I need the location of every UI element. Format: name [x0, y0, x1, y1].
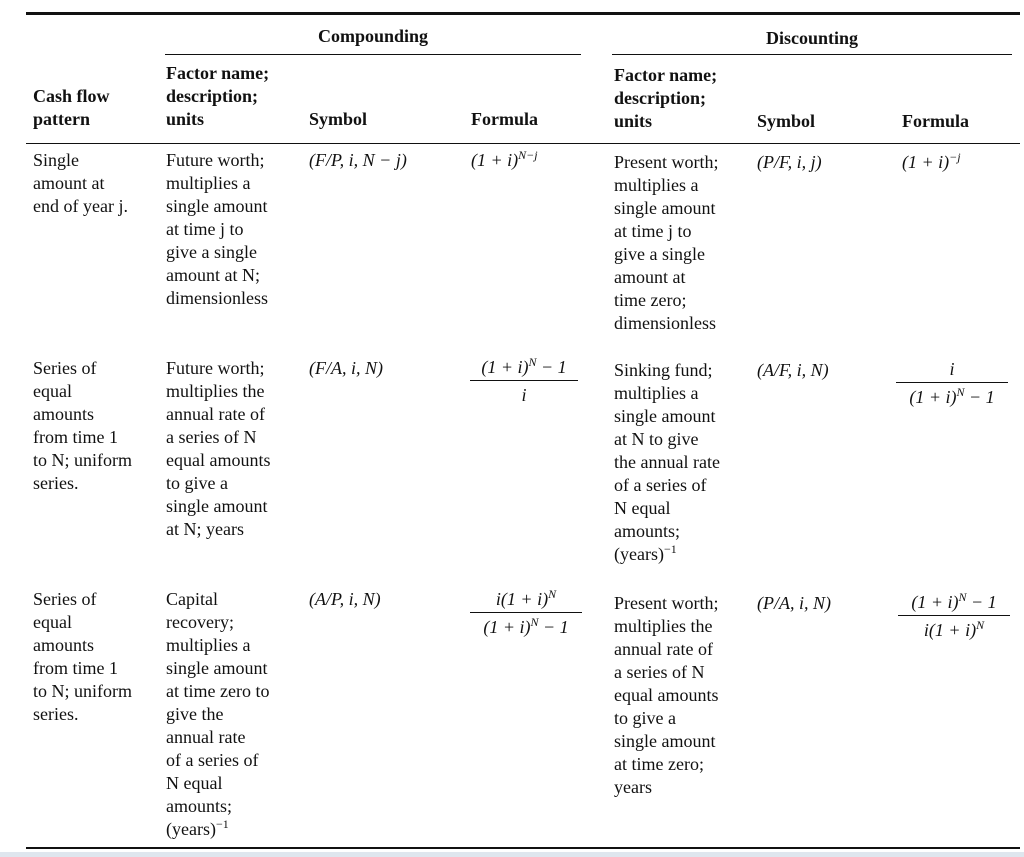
- row3-discounting-symbol: (P/A, i, N): [757, 593, 831, 613]
- row3-discounting-formula: $(1 + i)^N - 1$ $i(1 + i)^N$: [898, 590, 1010, 642]
- row1-discounting-formula: $(1 + i)^{-j}$: [902, 150, 961, 172]
- row3-pattern: Series of equal amounts from time 1 to N; uniform series.: [33, 589, 132, 724]
- symbol-header-compounding: Symbol: [309, 109, 368, 129]
- row1-compounding-description: Future worth; multiplies a single amount at time j to give a single amount at N; dimensionless: [166, 150, 268, 308]
- factor-header-compounding: Factor name; description; units: [166, 63, 270, 129]
- row1-discounting-symbol: (P/F, i, j): [757, 152, 822, 172]
- factor-header-discounting: Factor name; description; units: [614, 65, 718, 131]
- symbol-header-discounting: Symbol: [757, 111, 816, 131]
- header-rule: [26, 143, 1020, 144]
- row2-discounting-description: Sinking fund; multiplies a single amount at N to give the annual rate of a series of N equal amounts; (years)$^{-1}$: [614, 360, 720, 564]
- row3-discounting-description: Present worth; multiplies the annual rate of a series of N equal amounts to give a single amount at time zero; years: [614, 593, 719, 797]
- row3-compounding-formula: $i(1 + i)^N$ $(1 + i)^N - 1$: [470, 587, 582, 639]
- compounding-header: Compounding: [317, 26, 429, 46]
- row1-compounding-formula: $(1 + i)^{N-j}$: [471, 148, 538, 170]
- discounting-header: Discounting: [765, 28, 859, 48]
- row2-compounding-description: Future worth; multiplies the annual rate of a series of N equal amounts to give a single amount at N; years: [166, 358, 271, 539]
- discounting-rule: [612, 54, 1012, 55]
- row2-compounding-formula: $(1 + i)^N - 1$ i: [470, 355, 578, 407]
- cash-flow-pattern-header: Cash flow pattern: [33, 86, 110, 129]
- row2-pattern: Series of equal amounts from time 1 to N; uniform series.: [33, 358, 132, 493]
- row2-discounting-symbol: (A/F, i, N): [757, 360, 829, 380]
- row1-discounting-description: Present worth; multiplies a single amount at time j to give a single amount at time zero; dimensionless: [614, 152, 719, 333]
- bottom-rule: [26, 847, 1020, 849]
- bottom-band: [0, 852, 1024, 857]
- compounding-rule: [165, 54, 581, 55]
- top-rule: [26, 12, 1020, 15]
- formula-header-discounting: Formula: [902, 111, 969, 131]
- row1-pattern: Single amount at end of year j.: [33, 150, 128, 216]
- row2-compounding-symbol: (F/A, i, N): [309, 358, 383, 378]
- row1-compounding-symbol: (F/P, i, N − j): [309, 150, 407, 170]
- row3-compounding-symbol: (A/P, i, N): [309, 589, 381, 609]
- formula-header-compounding: Formula: [471, 109, 538, 129]
- row2-discounting-formula: i $(1 + i)^N - 1$: [896, 357, 1008, 409]
- row3-compounding-description: Capital recovery; multiplies a single amount at time zero to give the annual rate of a series of N equal amounts; (years)$^{-1}$: [166, 589, 270, 839]
